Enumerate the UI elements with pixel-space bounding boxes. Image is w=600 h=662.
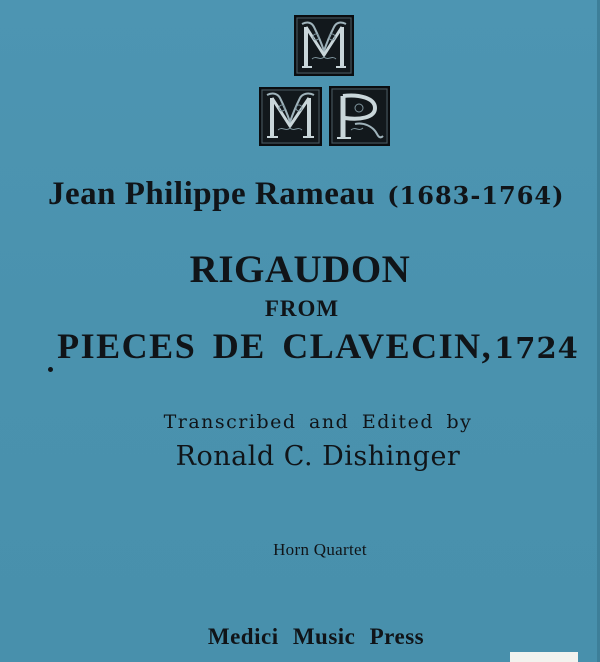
work-source: [18, 325, 600, 367]
composer-name: Jean Philippe Rameau: [48, 176, 376, 212]
ink-dot: [48, 367, 53, 372]
transcribed-line: Transcribed and Edited by: [163, 411, 473, 433]
work-year: 1724: [494, 331, 579, 365]
logo-tile-m-top: [294, 15, 354, 76]
instrumentation: Horn Quartet: [273, 540, 367, 559]
logo-tile-m-left: [259, 87, 322, 146]
publisher-name: Medici Music Press: [207, 624, 425, 649]
work-title: RIGAUDON: [189, 248, 411, 291]
composer-line: [48, 176, 564, 213]
work-from: FROM: [264, 296, 340, 321]
ornate-m-icon: [259, 87, 322, 146]
work-source-text: PIECES DE CLAVECIN,: [57, 326, 493, 366]
editor-name: Ronald C. Dishinger: [175, 441, 461, 472]
corner-sticker: [510, 652, 578, 662]
ornate-p-icon: [329, 86, 390, 146]
logo-tile-p-right: [329, 86, 390, 146]
ornate-m-icon: [294, 15, 354, 76]
composer-dates: (1683-1764): [387, 181, 565, 210]
